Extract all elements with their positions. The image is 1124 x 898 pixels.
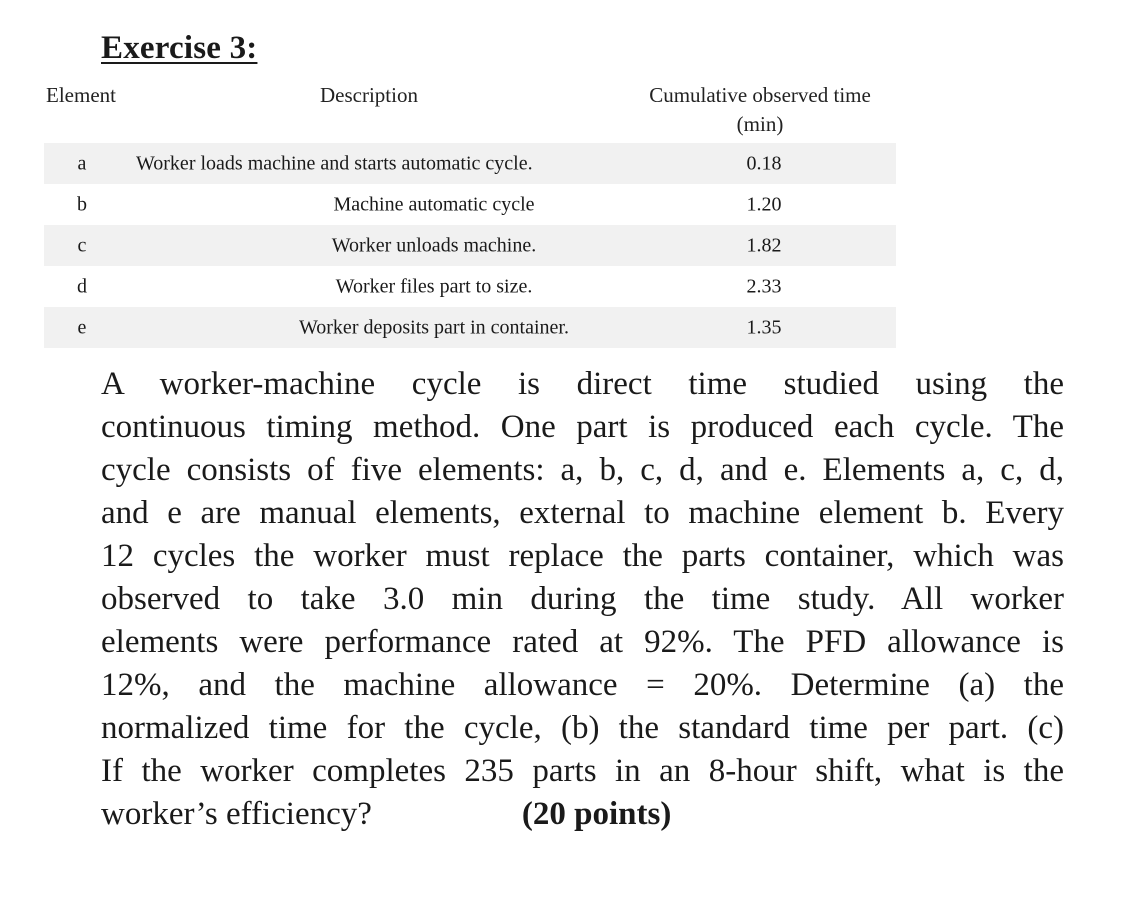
problem-line: elements were performance rated at 92%. The PFD allowance is	[101, 624, 1064, 660]
table-row	[44, 307, 896, 348]
row-description: Worker files part to size.	[335, 275, 533, 297]
problem-question: worker’s efficiency?	[101, 796, 372, 832]
table-row	[44, 184, 896, 225]
row-time: 1.35	[746, 316, 782, 338]
table-row	[44, 143, 896, 184]
problem-line: 12%, and the machine allowance = 20%. Determine (a) the	[101, 667, 1064, 703]
points-label: (20 points)	[521, 796, 672, 832]
table-row	[44, 266, 896, 307]
header-cumulative-time	[620, 82, 900, 137]
problem-line: cycle consists of five elements: a, b, c, d, and e. Elements a, c, d,	[101, 452, 1064, 488]
row-time: 1.20	[746, 193, 782, 215]
table-row	[44, 225, 896, 266]
row-element: c	[77, 234, 87, 256]
row-description: Machine automatic cycle	[333, 193, 535, 215]
header-description: Description	[320, 83, 418, 107]
header-time-line1: Cumulative observed time	[649, 83, 871, 107]
row-element: e	[77, 316, 87, 338]
row-element: b	[77, 193, 87, 215]
row-time: 2.33	[746, 275, 782, 297]
header-element: Element	[46, 83, 116, 107]
row-description: Worker loads machine and starts automatic cycle.	[136, 152, 533, 174]
problem-line: If the worker completes 235 parts in an 8-hour shift, what is the	[101, 753, 1064, 789]
row-time: 1.82	[746, 234, 782, 256]
exercise-title: Exercise 3:	[101, 30, 258, 66]
header-time-line2: (min)	[736, 112, 784, 136]
row-element: d	[77, 275, 87, 297]
problem-line: and e are manual elements, external to machine element b. Every	[101, 495, 1064, 531]
problem-statement	[101, 363, 1064, 836]
element-table	[44, 143, 896, 348]
row-description: Worker deposits part in container.	[299, 316, 569, 338]
problem-line: 12 cycles the worker must replace the parts container, which was	[101, 538, 1064, 574]
problem-line: normalized time for the cycle, (b) the standard time per part. (c)	[101, 710, 1064, 746]
row-description: Worker unloads machine.	[331, 234, 537, 256]
problem-line: observed to take 3.0 min during the time study. All worker	[101, 581, 1064, 617]
row-time: 0.18	[746, 152, 782, 174]
problem-line: continuous timing method. One part is produced each cycle. The	[101, 409, 1064, 445]
problem-line: A worker-machine cycle is direct time studied using the	[101, 366, 1064, 402]
problem-last-line	[101, 793, 1064, 836]
row-element: a	[77, 152, 87, 174]
